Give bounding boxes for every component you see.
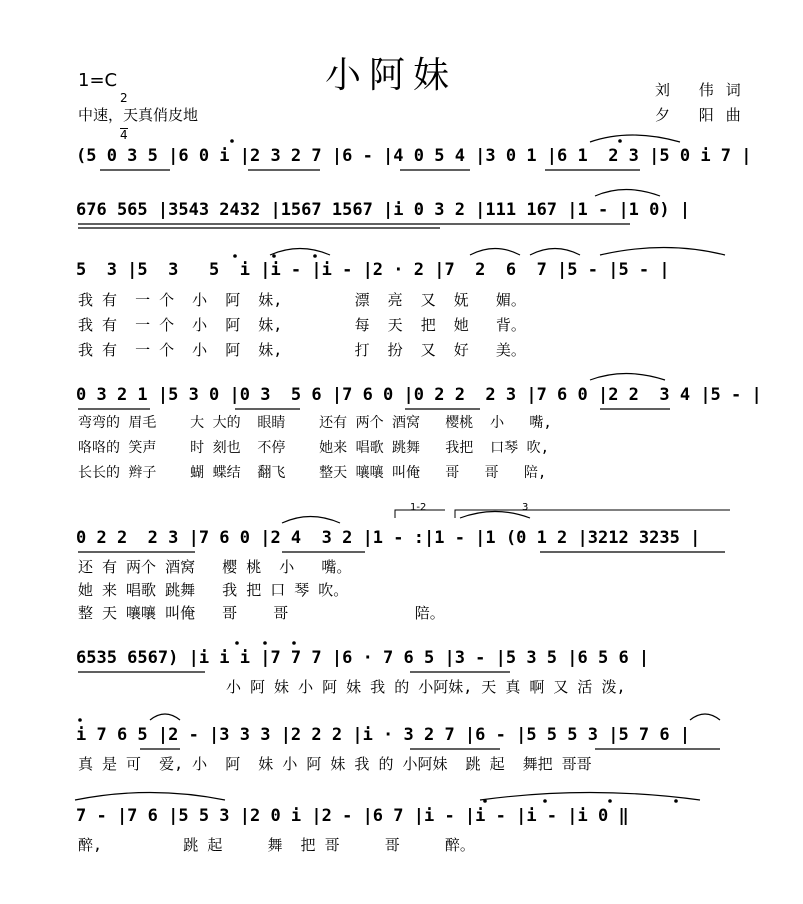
volta-3-label: 3 xyxy=(522,502,529,513)
tempo-marking: 中速，天真俏皮地 xyxy=(78,106,199,124)
verse-line-8: 醉, 跳 起 舞 把 哥 哥 醉。 xyxy=(78,836,475,854)
verse-line-4-3: 长长的 辫子 蝴 蝶结 翻飞 整天 嚷嚷 叫俺 哥 哥 陪, xyxy=(78,465,547,481)
song-title: 小阿妹 xyxy=(325,55,458,96)
verse-line-3-3: 我 有 一 个 小 阿 妹, 打 扮 又 好 美。 xyxy=(78,341,526,359)
verse-line-7: 真 是 可 爱, 小 阿 妹 小 阿 妹 我 的 小阿妹 跳 起 舞把 哥哥 xyxy=(78,755,592,773)
underline-beams xyxy=(78,170,725,749)
verse-line-5-2: 她 来 唱歌 跳舞 我 把 口 琴 吹。 xyxy=(78,581,349,599)
verse-line-6: 小 阿 妹 小 阿 妹 我 的 小阿妹, 天 真 啊 又 活 泼, xyxy=(226,678,626,696)
verse-line-3-2: 我 有 一 个 小 阿 妹, 每 天 把 她 背。 xyxy=(78,316,526,334)
score-line-3: 5 3 |5 3 5 i |i - |i - |2 · 2 |7 2 6 7 |5 - |5 - | xyxy=(76,260,670,280)
lyricist-credit: 刘 伟词 xyxy=(655,81,753,99)
time-top: 2 xyxy=(120,91,128,105)
composer-credit: 夕 阳曲 xyxy=(655,106,753,124)
verse-line-4-2: 咯咯的 笑声 时 刻也 不停 她来 唱歌 跳舞 我把 口琴 吹, xyxy=(78,440,550,456)
time-bottom: 4 xyxy=(120,128,128,142)
score-line-7: i 7 6 5 |2 - |3 3 3 |2 2 2 |i · 3 2 7 |6 - |5 5 5 3 |5 7 6 | xyxy=(76,725,691,745)
octave-dots xyxy=(78,139,678,803)
verse-line-5-3: 整 天 嚷嚷 叫俺 哥 哥 陪。 xyxy=(78,604,445,622)
verse-line-5-1: 还 有 两个 酒窝 樱 桃 小 嘴。 xyxy=(78,558,352,576)
verse-line-3-1: 我 有 一 个 小 阿 妹, 漂 亮 又 妩 媚。 xyxy=(78,291,526,309)
score-line-6: 6535 6567) |i i i |7 7 7 |6 · 7 6 5 |3 - |5 3 5 |6 5 6 | xyxy=(76,648,650,668)
volta-brackets xyxy=(395,510,730,518)
verse-line-4-1: 弯弯的 眉毛 大 大的 眼睛 还有 两个 酒窝 樱桃 小 嘴, xyxy=(78,415,552,431)
score-line-1: (5 0 3 5 |6 0 i |2 3 2 7 |6 - |4 0 5 4 |3 0 1 |6 1 2 3 |5 0 i 7 | xyxy=(76,146,752,166)
score-line-5: 0 2 2 2 3 |7 6 0 |2 4 3 2 |1 - :|1 - |1 (0 1 2 |3212 3235 | xyxy=(76,528,701,548)
score-line-4: 0 3 2 1 |5 3 0 |0 3 5 6 |7 6 0 |0 2 2 2 3 |7 6 0 |2 2 3 4 |5 - | xyxy=(76,385,762,405)
volta-1-2-label: 1-2 xyxy=(410,502,427,513)
slur-arcs xyxy=(75,135,725,800)
score-line-8: 7 - |7 6 |5 5 3 |2 0 i |2 - |6 7 |i - |i - |i - |i 0 ‖ xyxy=(76,806,629,826)
score-line-2: 676 565 |3543 2432 |1567 1567 |i 0 3 2 |111 167 |1 - |1 0) | xyxy=(76,200,691,220)
key-signature: 1=C xyxy=(78,70,118,91)
